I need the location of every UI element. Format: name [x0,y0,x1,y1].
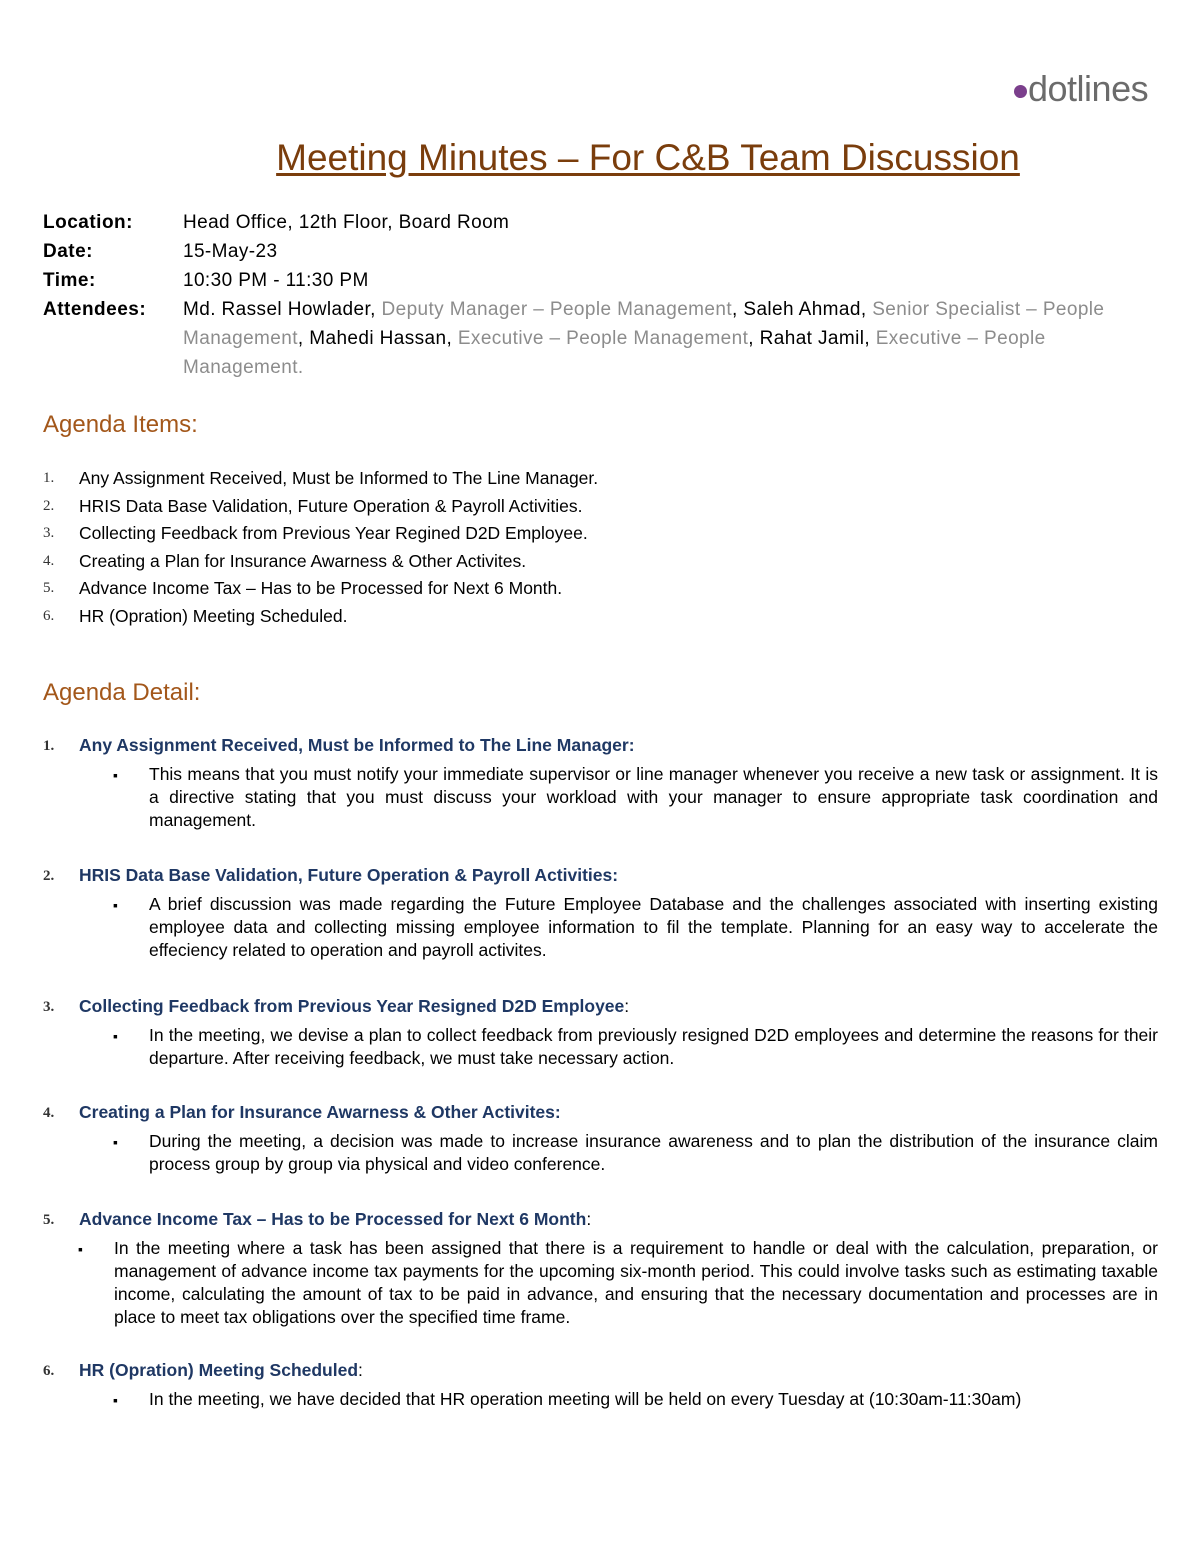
detail-heading [43,1357,1158,1384]
location-row [43,208,1158,237]
list-text: HRIS Data Base Validation, Future Operation & Payroll Activities. [79,495,583,516]
detail-number: 5. [43,1212,55,1228]
bullet-text: In the meeting, we devise a plan to collect feedback from previously resigned D2D employees and determine the reasons for their departure. After receiving feedback, we must take necessary action. [149,1025,1158,1068]
list-item [43,603,598,631]
detail-bullet [113,1024,1158,1070]
time-value: 10:30 PM - 11:30 PM [183,270,369,291]
list-number: 1. [43,470,55,486]
company-logo [1014,68,1148,110]
detail-section [43,732,1158,832]
attendee-name: Rahat Jamil [759,328,865,349]
detail-title: Any Assignment Received, Must be Informed to The Line Manager: [79,735,635,755]
attendee-name: Saleh Ahmad [743,299,861,320]
detail-title: HR (Opration) Meeting Scheduled [79,1360,359,1380]
bullet-icon: ▪ [113,1392,118,1408]
bullet-text: During the meeting, a decision was made to increase insurance awareness and to plan the distribution of the insurance claim process group by group via physical and video conference. [149,1131,1158,1174]
detail-section [43,1206,1158,1329]
detail-bullet [113,1388,1158,1412]
list-item [43,465,598,493]
list-text: Creating a Plan for Insurance Awarness & Other Activites. [79,550,527,571]
attendee-role: Executive – People Management [457,328,749,349]
attendees-label: Attendees: [43,299,147,320]
detail-heading [43,1099,1158,1126]
bullet-icon: ▪ [113,767,118,783]
bullet-icon: ▪ [113,897,118,913]
date-value: 15-May-23 [183,241,278,262]
detail-title: Creating a Plan for Insurance Awarness & Other Activites: [79,1102,561,1122]
list-number: 4. [43,552,55,569]
bullet-icon: ▪ [113,1028,118,1044]
detail-bullet [113,763,1158,832]
list-number: 3. [43,525,55,541]
agenda-list [43,465,598,630]
list-number: 2. [43,497,55,514]
attendee-name: Mahedi Hassan [309,328,447,349]
time-row [43,266,1158,295]
detail-title-suffix: : [624,996,630,1016]
detail-section [43,1099,1158,1176]
attendee-role: Deputy Manager – People Management [381,299,733,320]
detail-bullet [113,1130,1158,1176]
detail-number: 1. [43,738,55,754]
detail-title-suffix: : [586,1209,592,1229]
attendee-name: Md. Rassel Howlader [183,299,371,320]
bullet-text: In the meeting, we have decided that HR operation meeting will be held on every Tuesday at (10:30am-11:30am) [149,1389,1022,1409]
list-number: 6. [43,607,55,624]
bullet-icon: ▪ [113,1134,118,1150]
list-item [43,493,598,521]
detail-heading [43,1206,1158,1233]
detail-heading [43,732,1158,759]
detail-heading [43,993,1158,1020]
bullet-text: This means that you must notify your immediate supervisor or line manager whenever you receive a new task or assignment. It is a directive stating that you must discuss your workload with your manager to ensure appropriate task coordination and management. [149,764,1158,830]
detail-number: 6. [43,1363,55,1379]
list-text: HR (Opration) Meeting Scheduled. [79,605,348,626]
attendee-role: Senior Specialist – People Management [183,299,1105,349]
bullet-icon: ▪ [78,1241,83,1257]
bullet-text: In the meeting where a task has been assigned that there is a requirement to handle or deal with the calculation, preparation, or management of advance income tax payments for the upcoming six-month period. This could involve tasks such as estimating taxable income, calculating the amount of tax to be paid in advance, and ensuring that the necessary documentation and processes are in place to meet tax obligations over the specified time frame. [114,1238,1158,1327]
detail-number: 2. [43,868,55,884]
document-title: Meeting Minutes – For C&B Team Discussion [276,137,1020,178]
bullet-text: A brief discussion was made regarding the Future Employee Database and the challenges associated with inserting existing employee data and collecting missing employee information to fil the template. Planning for an easy way to accelerate the effeciency related to operation and payroll activites. [149,894,1158,960]
list-text: Collecting Feedback from Previous Year Regined D2D Employee. [79,523,588,543]
detail-title: HRIS Data Base Validation, Future Operation & Payroll Activities: [79,865,619,885]
agenda-detail-heading: Agenda Detail: [43,679,201,706]
list-item [43,575,598,603]
date-row [43,237,1158,266]
detail-section [43,993,1158,1070]
detail-section [43,862,1158,962]
detail-title: Collecting Feedback from Previous Year Resigned D2D Employee [79,996,625,1016]
meeting-meta [43,208,1158,382]
list-text: Advance Income Tax – Has to be Processed for Next 6 Month. [79,578,563,598]
detail-section [43,1357,1158,1412]
attendees-row [43,295,1158,382]
attendees-value: Md. Rassel Howlader, Deputy Manager – People Management, Saleh Ahmad, Senior Specialist – People Management, Mahedi Hassan, Executive – People Management, Rahat Jamil, Executive – People Management. [183,299,1105,378]
location-label: Location: [43,212,133,233]
detail-title-suffix: : [358,1360,363,1380]
list-text: Any Assignment Received, Must be Informed to The Line Manager. [79,468,599,488]
detail-heading [43,862,1158,889]
logo-dot-icon [1014,85,1027,98]
detail-bullet [113,893,1158,962]
location-value: Head Office, 12th Floor, Board Room [183,212,510,233]
date-label: Date: [43,241,94,262]
list-number: 5. [43,580,55,596]
attendee-role: Executive – People Management [183,328,1046,378]
detail-title: Advance Income Tax – Has to be Processed for Next 6 Month [79,1209,587,1229]
agenda-items-heading: Agenda Items: [43,411,198,438]
list-item [43,548,598,576]
detail-bullet [78,1237,1158,1329]
detail-number: 4. [43,1105,55,1121]
time-label: Time: [43,270,96,291]
logo-text: dotlines [1028,68,1149,109]
list-item [43,520,598,548]
detail-number: 3. [43,999,55,1015]
